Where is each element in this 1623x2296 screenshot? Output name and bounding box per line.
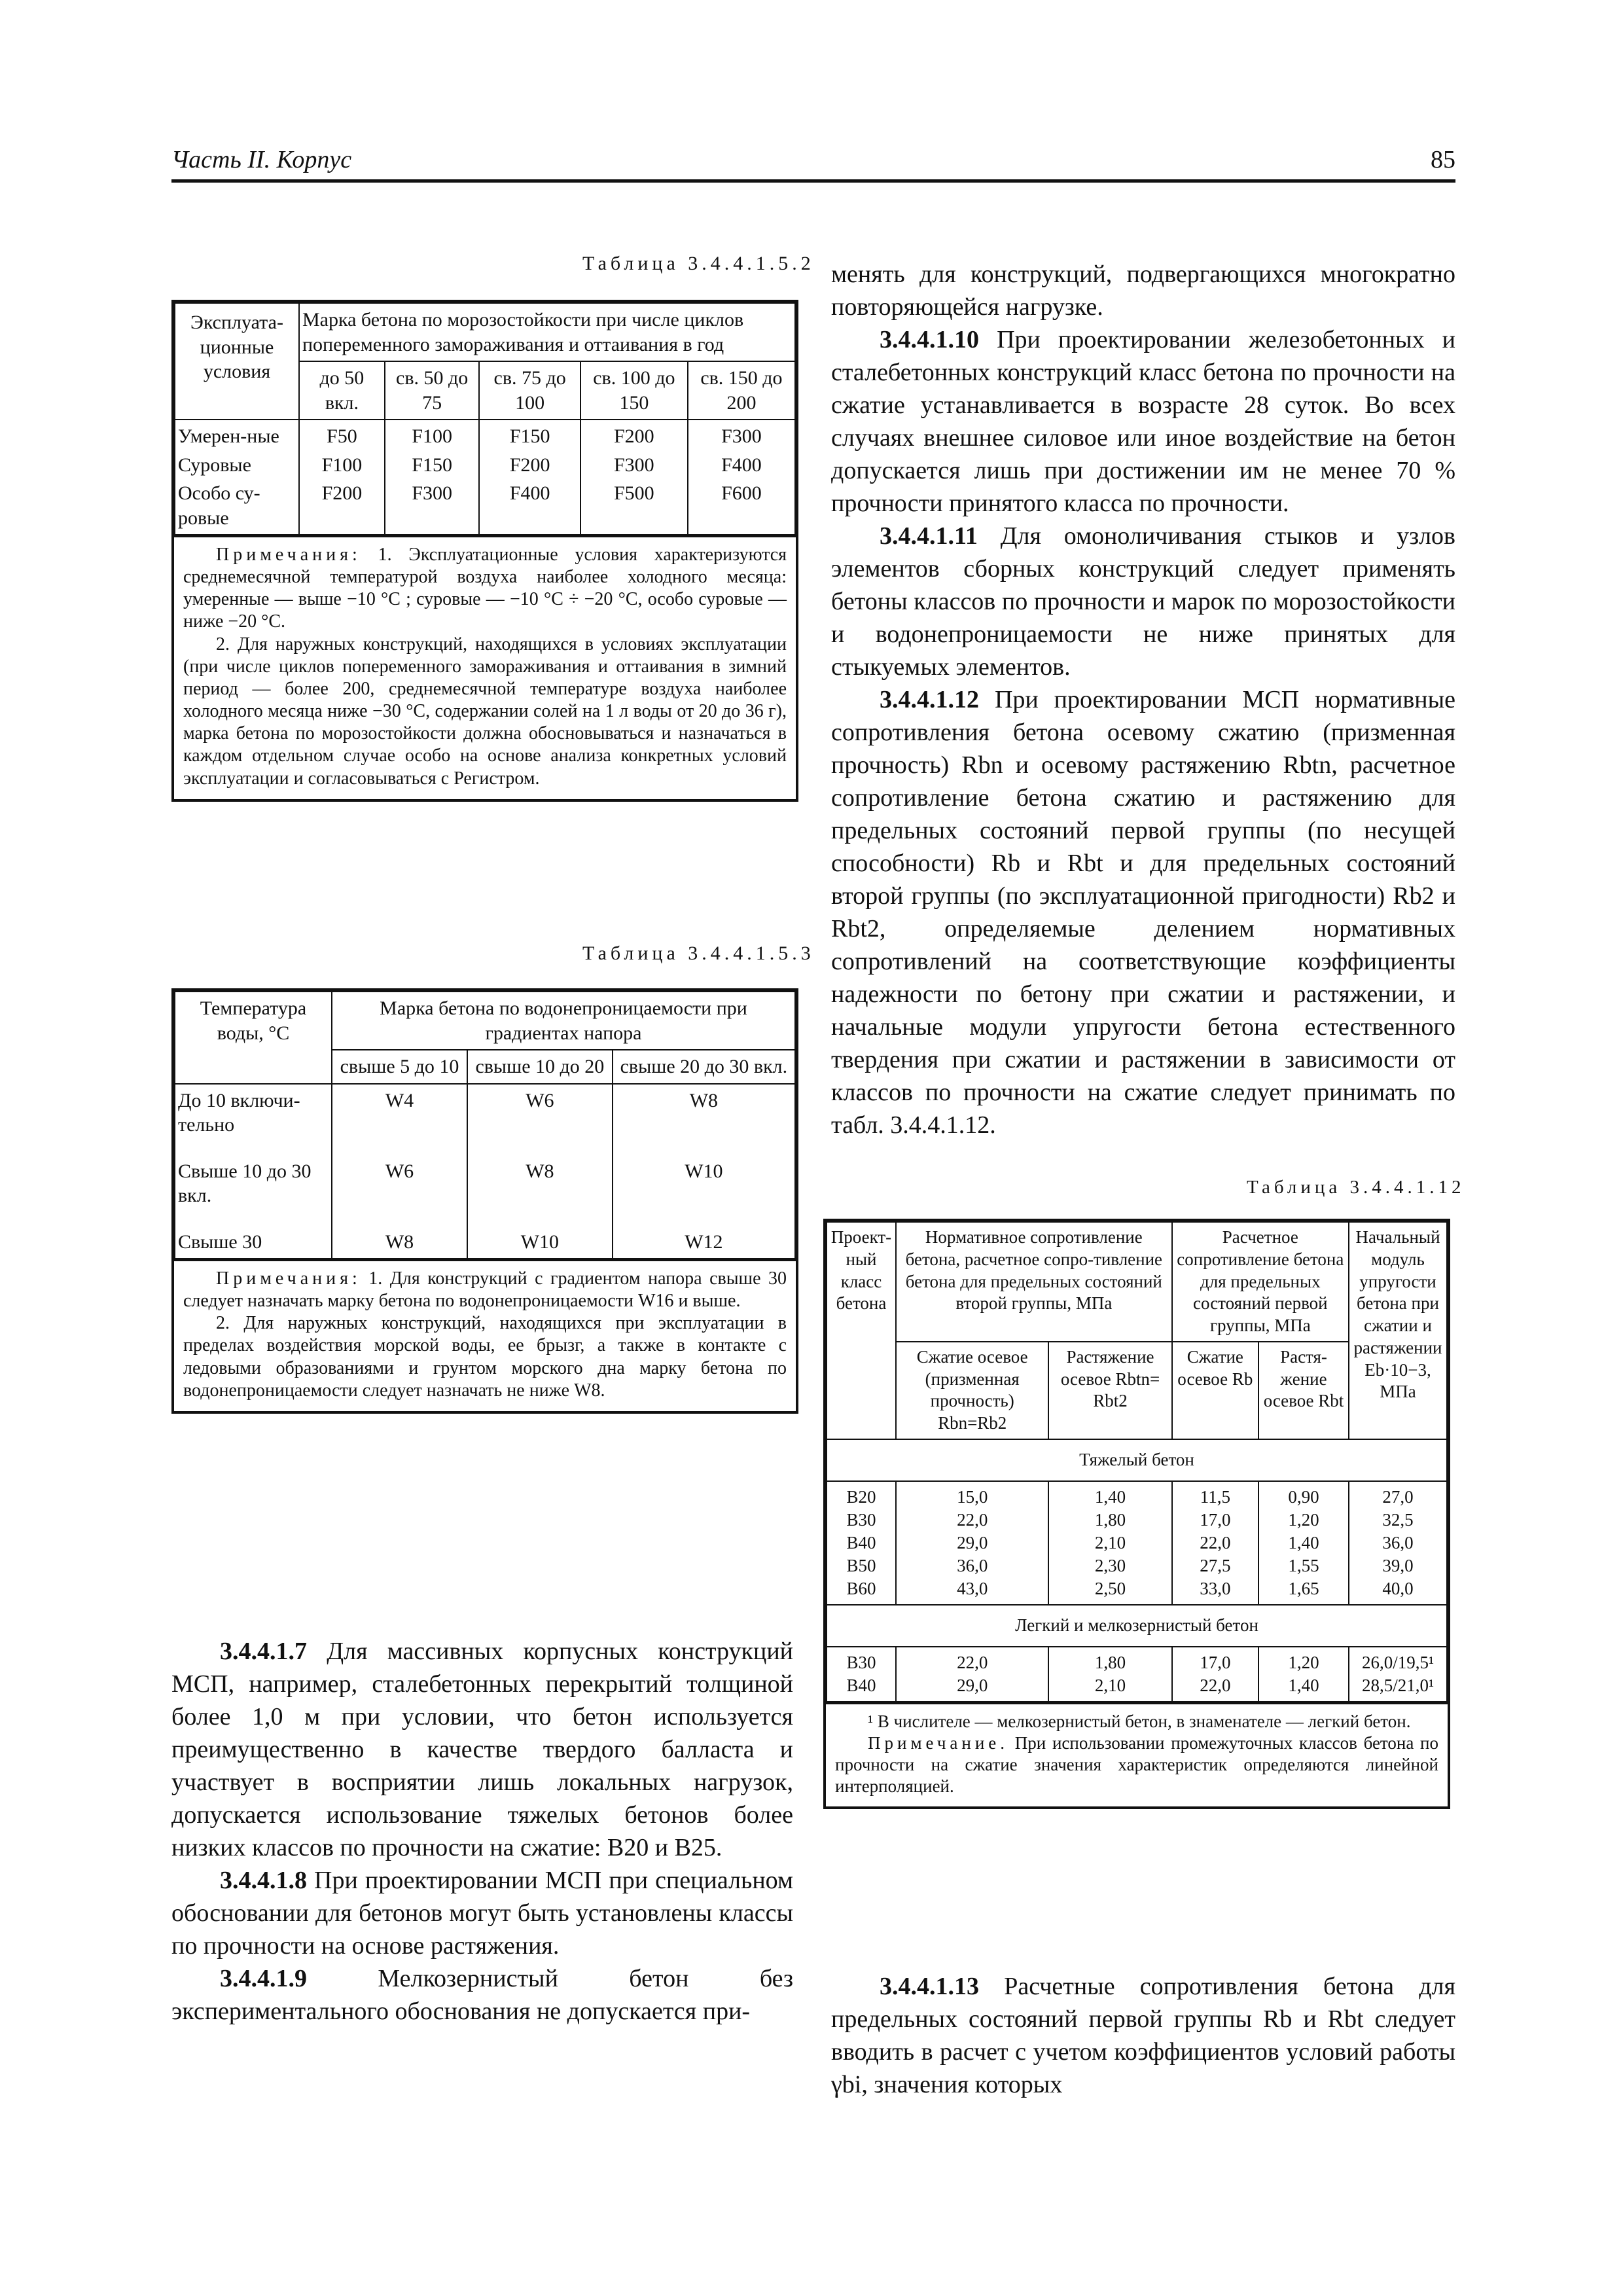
subcol: св. 50 до 75 [385, 361, 480, 420]
table-row: До 10 включи-тельно W4 W6 W8 [175, 1084, 795, 1155]
table-strength [823, 1219, 1450, 1809]
col-grade: Марка бетона по морозостойкости при числе циклов попеременного замораживания и оттаивания в год [299, 303, 795, 361]
group-heavy: Тяжелый бетон [827, 1439, 1447, 1481]
table-row: В30 В40 22,0 29,0 1,80 2,10 17,0 22,0 1,20 1,40 26,0/19,5¹ 28,5/21,0¹ [827, 1647, 1447, 1702]
table-row: Особо су-ровые F200 F300 F400 F500 F600 [175, 477, 795, 535]
col-norm: Нормативное сопротивление бетона, расчетное сопро-тивление бетона для предельных состояний второй группы, МПа [896, 1222, 1172, 1342]
section-title: Часть II. Корпус [171, 146, 352, 173]
paragraph: 3.4.4.1.9 Мелкозернистый бетон без экспериментального обоснования не допускается при- [171, 1965, 794, 2025]
page-number: 85 [1431, 146, 1455, 173]
right-column-text [831, 258, 1455, 1141]
col-grade: Марка бетона по водонепроницаемости при градиентах напора [332, 992, 795, 1050]
table-row: Суровые F100 F150 F200 F300 F400 [175, 453, 795, 478]
subcol: до 50 вкл. [299, 361, 385, 420]
col-comp: Сжатие осевое (призменная прочность) Rbn=Rb2 [896, 1342, 1048, 1439]
paragraph: менять для конструкций, подвергающихся многократно повторяющейся нагрузке. [831, 260, 1455, 321]
table2-caption: Таблица 3.4.4.1.5.2 [582, 253, 815, 274]
col-tens: Растяжение осевое Rbtn= Rbt2 [1048, 1342, 1171, 1439]
subcol: св. 75 до 100 [479, 361, 580, 420]
table2-notes: Примечания: 1. Эксплуатационные условия характеризуются среднемесячной температурой воздуха наиболее холодного месяца: умеренные — выше −10 °С ; суровые — −10 °С ÷ −20 °С, особо суровые — ниже −20 °С. 2. Для наружных конструкций, находящихся в условиях эксплуатации (при числе циклов попеременного замораживания и оттаивания в зимний период — более 200, среднемесячной температуре воздуха наиболее холодного месяца ниже −30 °С, содержании солей на 1 л воды от 20 до 36 г), марка бетона по морозостойкости должна обосновываться и назначаться в каждом отдельном случае особо на основе анализа конкретных условий эксплуатации и согласовываться с Регистром. [174, 535, 796, 799]
right-column-bottom [831, 1970, 1455, 2101]
col-conditions: Эксплуата-ционные условия [175, 303, 299, 420]
table-row: В20 В30 В40 В50 В60 15,0 22,0 29,0 36,0 43,0 1,40 1,80 2,10 2,30 2,50 11,5 17,0 22,0 27,5 33,0 0,90 1,20 1,40 1,55 1,65 27,0 32,5 36,0 39,0 40,0 [827, 1481, 1447, 1605]
page-header [171, 145, 1455, 183]
table3-caption: Таблица 3.4.4.1.5.3 [582, 942, 815, 964]
col-modulus: Начальный модуль упругости бетона при сжатии и растяжении Eb·10−3, МПа [1349, 1222, 1447, 1439]
col-comp2: Сжатие осевое Rb [1172, 1342, 1258, 1439]
table-row: Умерен-ные F50 F100 F150 F200 F300 [175, 420, 795, 453]
paragraph: 3.4.4.1.11 Для омоноличивания стыков и узлов элементов сборных конструкций следует применять бетоны классов по прочности и марок по морозостойкости и водонепроницаемости не ниже принятых для стыкуемых элементов. [831, 522, 1455, 681]
paragraph: 3.4.4.1.13 Расчетные сопротивления бетона для предельных состояний первой группы Rb и Rbt следует вводить в расчет с учетом коэффициентов условий работы γbi, значения которых [831, 1973, 1455, 2098]
table-frost [171, 300, 798, 802]
subcol: свыше 20 до 30 вкл. [613, 1050, 795, 1084]
table-row: Свыше 10 до 30 вкл. W6 W8 W10 [175, 1155, 795, 1226]
paragraph: 3.4.4.1.8 При проектировании МСП при специальном обосновании для бетонов могут быть установлены классы по прочности на основе растяжения. [171, 1867, 794, 1960]
group-light: Легкий и мелкозернистый бетон [827, 1605, 1447, 1647]
left-column-text [171, 1635, 793, 2028]
paragraph: 3.4.4.1.12 При проектировании МСП нормативные сопротивления бетона осевому сжатию (призменная прочность) Rbn и осевому растяжению Rbtn, расчетное сопротивление бетона сжатию и растяжению для предельных состояний первой группы (по несущей способности) Rb и Rbt и для предельных состояний второй группы (по эксплуатационной пригодности) Rb2 и Rbt2, определяемые делением нормативных сопротивлений на соответствующие коэффициенты надежности по бетону при сжатии и растяжении, и начальные модули упругости бетона естественного твердения при сжатии и растяжении в зависимости от классов по прочности на сжатие следует принимать по табл. 3.4.4.1.12. [831, 686, 1456, 1139]
subcol: св. 100 до 150 [580, 361, 688, 420]
table12-caption: Таблица 3.4.4.1.12 [1247, 1177, 1465, 1198]
table12-notes: ¹ В числителе — мелкозернистый бетон, в знаменателе — легкий бетон. Примечание. При использовании промежуточных классов бетона по прочности на сжатие значения характеристик определяются линейной интерполяцией. [826, 1702, 1448, 1806]
table-water [171, 988, 798, 1414]
table-row: Свыше 30 W8 W10 W12 [175, 1226, 795, 1259]
col-tens2: Растя-жение осевое Rbt [1258, 1342, 1349, 1439]
paragraph: 3.4.4.1.7 Для массивных корпусных конструкций МСП, например, сталебетонных перекрытий толщиной более 1,0 м при условии, что бетон используется преимущественно в качестве твердого балласта и участвует в восприятии лишь локальных нагрузок, допускается использование тяжелых бетонов более низких классов по прочности на сжатие: В20 и В25. [171, 1638, 793, 1861]
paragraph: 3.4.4.1.10 При проектировании железобетонных и сталебетонных конструкций класс бетона по прочности на сжатие устанавливается в возрасте 28 суток. Во всех случаях внешнее силовое или иное воздействие на бетон допускается лишь при достижении им не менее 70 % прочности принятого класса по прочности. [831, 326, 1455, 517]
subcol: св. 150 до 200 [688, 361, 795, 420]
subcol: свыше 5 до 10 [332, 1050, 467, 1084]
col-calc: Расчетное сопротивление бетона для предельных состояний первой группы, МПа [1172, 1222, 1349, 1342]
col-class: Проект-ный класс бетона [827, 1222, 896, 1439]
table3-notes: Примечания: 1. Для конструкций с градиентом напора свыше 30 следует назначать марку бетона по водонепроницаемости W16 и выше. 2. Для наружных конструкций, находящихся при эксплуатации в пределах воздействия морской воды, ее брызг, а также в контакте с ледовыми образованиями и грунтом морского дна марку бетона по водонепроницаемости следует назначать не ниже W8. [174, 1259, 796, 1411]
subcol: свыше 10 до 20 [467, 1050, 613, 1084]
col-temp: Температура воды, °С [175, 992, 332, 1084]
